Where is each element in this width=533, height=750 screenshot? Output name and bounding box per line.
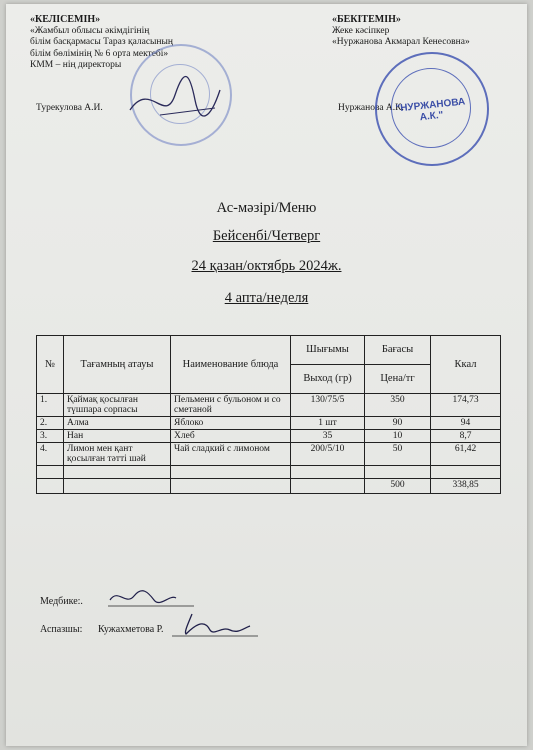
row-yield: 200/5/10 bbox=[291, 443, 365, 466]
approval-left-line2: білім басқармасы Тараз қаласының bbox=[30, 37, 173, 47]
approval-right bbox=[332, 14, 512, 49]
header-price-kz: Бағасы bbox=[365, 336, 431, 365]
row-kcal: 174,73 bbox=[431, 394, 501, 417]
header-name-kz: Тағамның атауы bbox=[64, 336, 171, 394]
cook-label: Аспазшы: bbox=[40, 624, 83, 635]
row-price: 10 bbox=[365, 430, 431, 443]
table-total-row bbox=[37, 479, 501, 494]
approval-left-line3: білім бөлімінің № 6 орта мектебі» bbox=[30, 48, 169, 59]
row-yield: 130/75/5 bbox=[291, 394, 365, 417]
row-name-ru: Пельмени с бульоном и со сметаной bbox=[171, 394, 291, 417]
date-title: 24 қазан/октябрь 2024ж. bbox=[191, 258, 342, 274]
table-row bbox=[37, 430, 501, 443]
table-row bbox=[37, 417, 501, 430]
row-name-kz: Қаймақ қосылған түшпара сорпасы bbox=[64, 394, 171, 417]
approval-left-line4: КММ – нің директоры bbox=[30, 60, 122, 70]
approval-left-line1: «Жамбыл облысы әкімдігінің bbox=[30, 25, 150, 36]
row-number: 4. bbox=[37, 443, 64, 466]
row-name-ru: Яблоко bbox=[171, 417, 291, 430]
header-kcal: Ккал bbox=[431, 336, 501, 394]
row-name-ru: Хлеб bbox=[171, 430, 291, 443]
row-kcal: 8,7 bbox=[431, 430, 501, 443]
approval-left-signer: Турекулова А.И. bbox=[36, 103, 103, 113]
approval-right-title: «БЕКІТЕМІН» bbox=[332, 14, 401, 25]
approval-left-title: «КЕЛІСЕМІН» bbox=[30, 14, 101, 25]
header-price-ru: Цена/тг bbox=[365, 365, 431, 394]
row-name-kz: Лимон мен қант қосылған тәтті шәй bbox=[64, 443, 171, 466]
row-yield: 1 шт bbox=[291, 417, 365, 430]
row-kcal: 61,42 bbox=[431, 443, 501, 466]
cook-name: Кужахметова Р. bbox=[98, 624, 164, 635]
row-number: 1. bbox=[37, 394, 64, 417]
menu-table bbox=[36, 335, 501, 494]
approval-right-line2: «Нуржанова Акмарал Кенесовна» bbox=[332, 37, 470, 47]
row-number: 3. bbox=[37, 430, 64, 443]
row-price: 90 bbox=[365, 417, 431, 430]
stamp-label: "НУРЖАНОВА А.К." bbox=[395, 96, 466, 124]
table-header-row bbox=[37, 336, 501, 365]
nurse-label: Медбике:. bbox=[40, 596, 83, 607]
header-number: № bbox=[37, 336, 64, 394]
row-name-kz: Нан bbox=[64, 430, 171, 443]
row-yield: 35 bbox=[291, 430, 365, 443]
table-row bbox=[37, 394, 501, 417]
approval-right-line1: Жеке кәсіпкер bbox=[332, 25, 390, 36]
table-row bbox=[37, 443, 501, 466]
total-kcal: 338,85 bbox=[431, 479, 501, 494]
header-yield-ru: Выход (гр) bbox=[291, 365, 365, 394]
menu-title: Ас-мәзірі/Меню bbox=[216, 200, 317, 216]
row-price: 350 bbox=[365, 394, 431, 417]
row-price: 50 bbox=[365, 443, 431, 466]
approval-right-signer: Нуржанова А.К. bbox=[338, 103, 404, 113]
header-name-ru: Наименование блюда bbox=[171, 336, 291, 394]
row-kcal: 94 bbox=[431, 417, 501, 430]
row-name-kz: Алма bbox=[64, 417, 171, 430]
row-name-ru: Чай сладкий с лимоном bbox=[171, 443, 291, 466]
cook-signature-icon bbox=[170, 608, 260, 640]
row-number: 2. bbox=[37, 417, 64, 430]
header-yield-kz: Шығымы bbox=[291, 336, 365, 365]
total-price: 500 bbox=[365, 479, 431, 494]
table-empty-row bbox=[37, 466, 501, 479]
day-title: Бейсенбі/Четверг bbox=[212, 228, 321, 244]
director-signature-icon bbox=[120, 70, 230, 130]
week-title: 4 апта/неделя bbox=[224, 290, 309, 306]
